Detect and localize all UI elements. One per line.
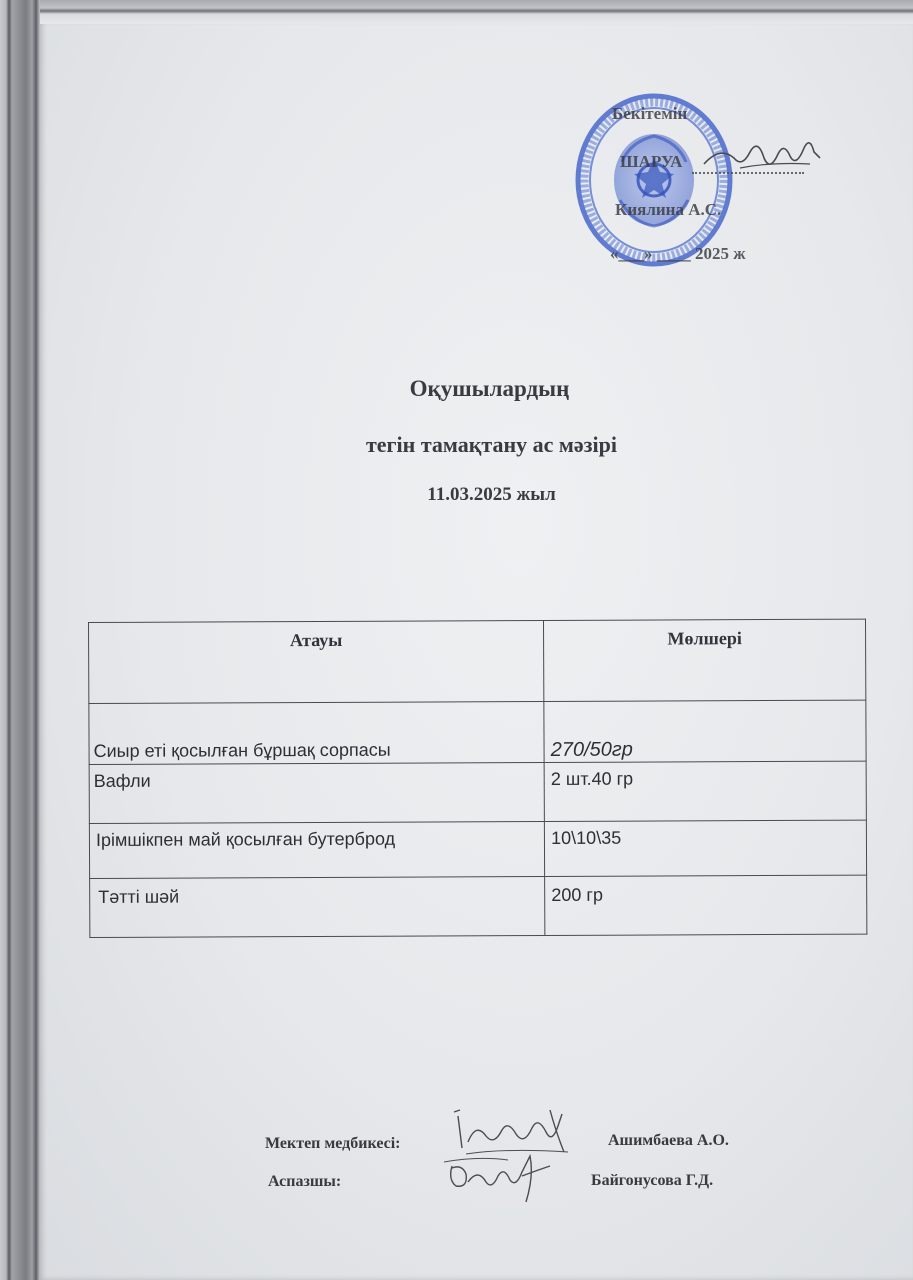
approval-name: Киялина А.С. — [615, 200, 722, 219]
table-row — [90, 875, 867, 937]
document-subtitle: тегін тамақтану ас мәзірі — [365, 432, 617, 457]
column-header-quantity: Мөлшері — [544, 619, 866, 701]
cook-name: Байгонусова Г.Д. — [591, 1172, 714, 1189]
cook-signature — [438, 1146, 558, 1206]
approval-date: «___» ____ 2025 ж — [610, 244, 746, 263]
menu-table — [88, 619, 867, 938]
approval-role: ШАРУА — [620, 152, 683, 171]
dish-name: Вафли — [89, 763, 544, 824]
top-frame-edge — [0, 0, 913, 24]
dish-quantity: 200 гр — [545, 875, 867, 935]
approval-title: Бекітемін — [612, 104, 688, 123]
cook-label: Аспазшы: — [268, 1173, 342, 1190]
column-header-name: Атауы — [89, 621, 545, 704]
table-row — [89, 700, 866, 764]
dish-quantity: 270/50гр — [544, 700, 866, 762]
document-date: 11.03.2025 жыл — [427, 484, 556, 505]
dish-quantity: 2 шт.40 гр — [544, 761, 866, 821]
document-title: Оқушылардың — [409, 376, 570, 401]
dish-name: Тәтті шәй — [90, 877, 545, 938]
dish-quantity: 10\10\35 — [545, 820, 867, 876]
approval-signature — [700, 128, 824, 178]
nurse-label: Мектеп медбикесі: — [265, 1135, 401, 1152]
table-header-row — [89, 619, 866, 703]
dish-name: Ірімшікпен май қосылған бутерброд — [89, 822, 544, 879]
table-row — [89, 820, 866, 878]
nurse-name: Ашимбаева А.О. — [608, 1132, 729, 1149]
table-row — [89, 761, 866, 823]
dish-name: Сиыр еті қосылған бұршақ сорпасы — [89, 702, 544, 765]
left-frame-edge — [0, 0, 40, 1280]
